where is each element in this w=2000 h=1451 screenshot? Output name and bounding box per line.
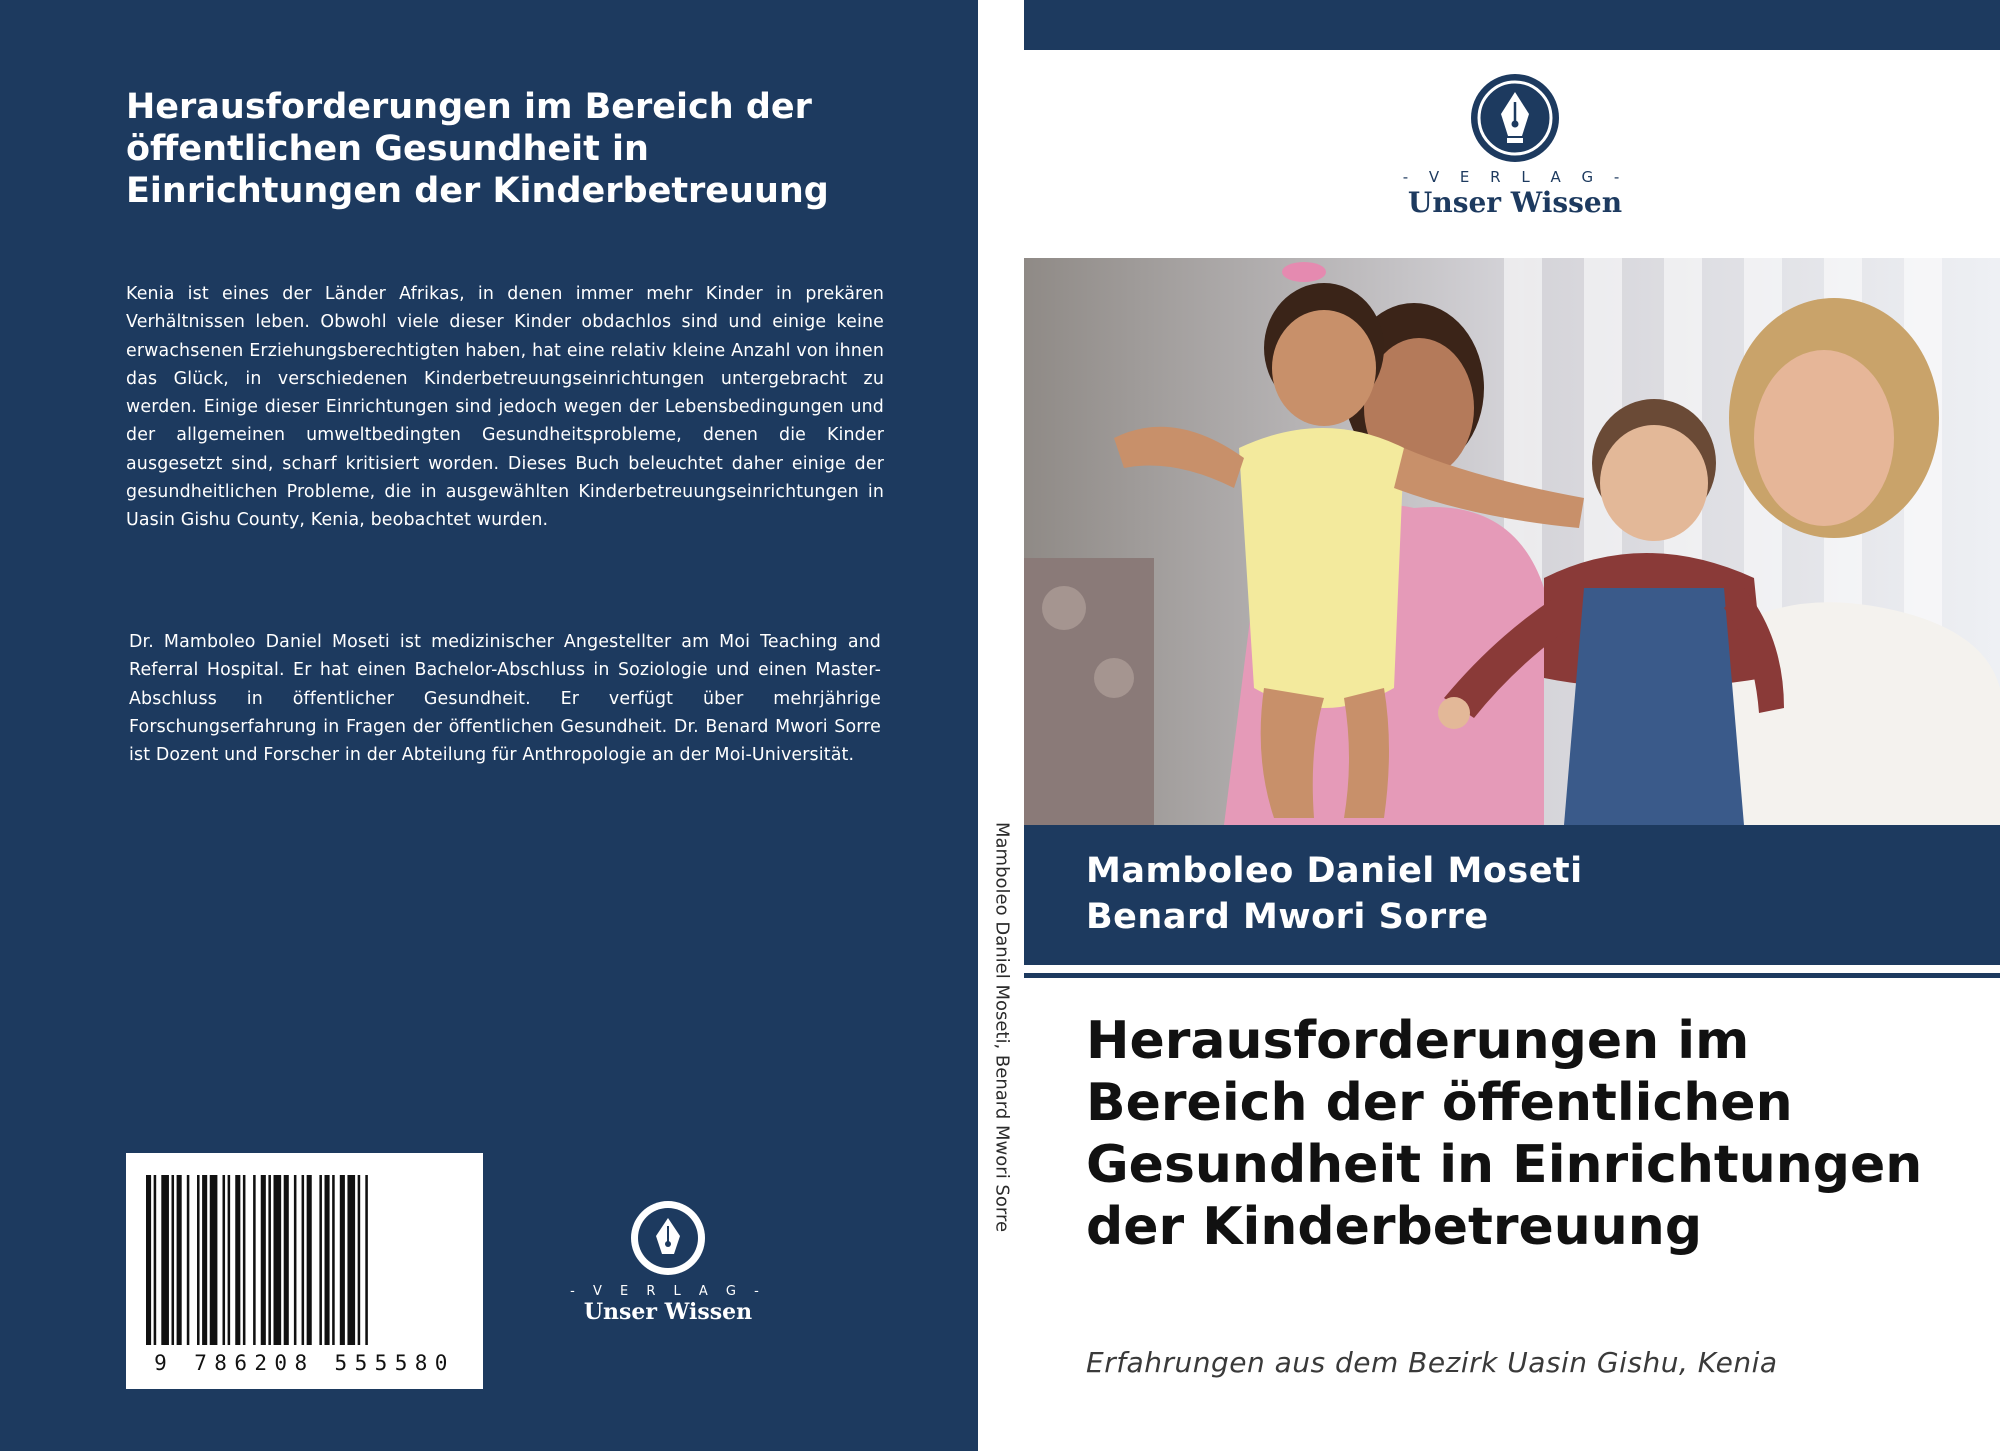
barcode-bar (187, 1175, 190, 1345)
barcode-bar (154, 1175, 157, 1345)
barcode-bar (325, 1175, 330, 1345)
barcode-bar (340, 1175, 345, 1345)
barcode-bar (365, 1175, 368, 1345)
spine (978, 0, 1024, 1451)
cover-photo (1024, 258, 2000, 825)
barcode-bar (202, 1175, 207, 1345)
barcode-bar (274, 1175, 282, 1345)
barcode-bar (177, 1175, 182, 1345)
front-logo-name: Unser Wissen (1407, 186, 1623, 219)
author-bio: Dr. Mamboleo Daniel Moseti ist medizinischer Angestellter am Moi Teaching and Referral Hospital. Er hat einen Bachelor-Abschluss in Soziologie und einen Master-Abschluss in öffentlicher Gesundheit. Er verfügt über mehrjährige Forschungserfahrung in Fragen der öffentlichen Gesundheit. Dr. Benard Mwori Sorre ist Dozent und Forscher in der Abteilung für Anthropologie an der Moi-Universität. (129, 632, 881, 766)
barcode-bar (172, 1175, 175, 1345)
front-publisher-logo (1365, 72, 1665, 219)
barcode-bar (235, 1175, 240, 1345)
barcode-bars (142, 1175, 467, 1345)
cover-photo-illustration (1024, 258, 2000, 825)
back-cover-title: Herausforderungen im Bereich der öffentlichen Gesundheit in Einrichtungen der Kinderbetreuung (126, 87, 829, 211)
back-cover (0, 0, 978, 1451)
barcode-bar (294, 1175, 297, 1345)
barcode-bar (307, 1175, 312, 1345)
barcode-bar (302, 1175, 305, 1345)
front-top-bar (1024, 0, 2000, 50)
barcode-bar (347, 1175, 355, 1345)
spine-authors: Mamboleo Daniel Moseti, Benard Mwori Sorre (991, 822, 1013, 1233)
barcode-bar (210, 1175, 218, 1345)
back-cover-blurb: Kenia ist eines der Länder Afrikas, in denen immer mehr Kinder in prekären Verhältnissen leben. Obwohl viele dieser Kinder obdachlos sind und einige keine erwachsenen Erziehungsberechtigten haben, hat eine relativ kleine Anzahl von ihnen das Glück, in verschiedenen Kinderbetreuungseinrichtungen untergebracht zu werden. Einige dieser Einrichtungen sind jedoch wegen der Lebensbedingungen und der allgemeinen umweltbedingten Gesundheitsprobleme, denen die Kinder ausgesetzt sind, scharf kritisiert worden. Dieses Buch beleuchtet daher einige der gesundheitlichen Probleme, die in ausgewählten Kinderbetreuungseinrichtungen in Uasin Gishu County, Kenia, beobachtet wurden. (126, 284, 884, 531)
back-logo-verlag: - V E R L A G - (570, 1284, 766, 1299)
front-cover-title: Herausforderungen im Bereich der öffentlichen Gesundheit in Einrichtungen der Kinderbetreuung (1086, 1011, 1923, 1257)
barcode-bar (261, 1175, 266, 1345)
front-cover (1024, 0, 2000, 1451)
barcode-bar (228, 1175, 231, 1345)
barcode-bar (358, 1175, 361, 1345)
barcode-bar (146, 1175, 151, 1345)
author-name-2: Benard Mwori Sorre (1086, 897, 1489, 937)
barcode-bar (243, 1175, 246, 1345)
barcode-bar (223, 1175, 226, 1345)
barcode-bar (284, 1175, 289, 1345)
divider-rule (1024, 973, 2000, 978)
barcode-bar (253, 1175, 256, 1345)
fountain-pen-nib-icon (628, 1198, 708, 1278)
back-publisher-logo (568, 1198, 768, 1325)
barcode-bar (332, 1175, 335, 1345)
barcode-bar (319, 1175, 322, 1345)
author-name-1: Mamboleo Daniel Moseti (1086, 851, 1583, 891)
back-logo-name: Unser Wissen (583, 1299, 753, 1325)
barcode-bar (161, 1175, 169, 1345)
front-cover-subtitle: Erfahrungen aus dem Bezirk Uasin Gishu, Kenia (1086, 1346, 1778, 1379)
isbn-digits: 9 786208 555580 (154, 1351, 455, 1375)
author-band (1024, 825, 2000, 965)
fountain-pen-nib-icon (1469, 72, 1561, 164)
barcode-bar (268, 1175, 271, 1345)
isbn-barcode (126, 1153, 483, 1389)
front-logo-verlag: - V E R L A G - (1402, 168, 1628, 186)
barcode-bar (197, 1175, 200, 1345)
